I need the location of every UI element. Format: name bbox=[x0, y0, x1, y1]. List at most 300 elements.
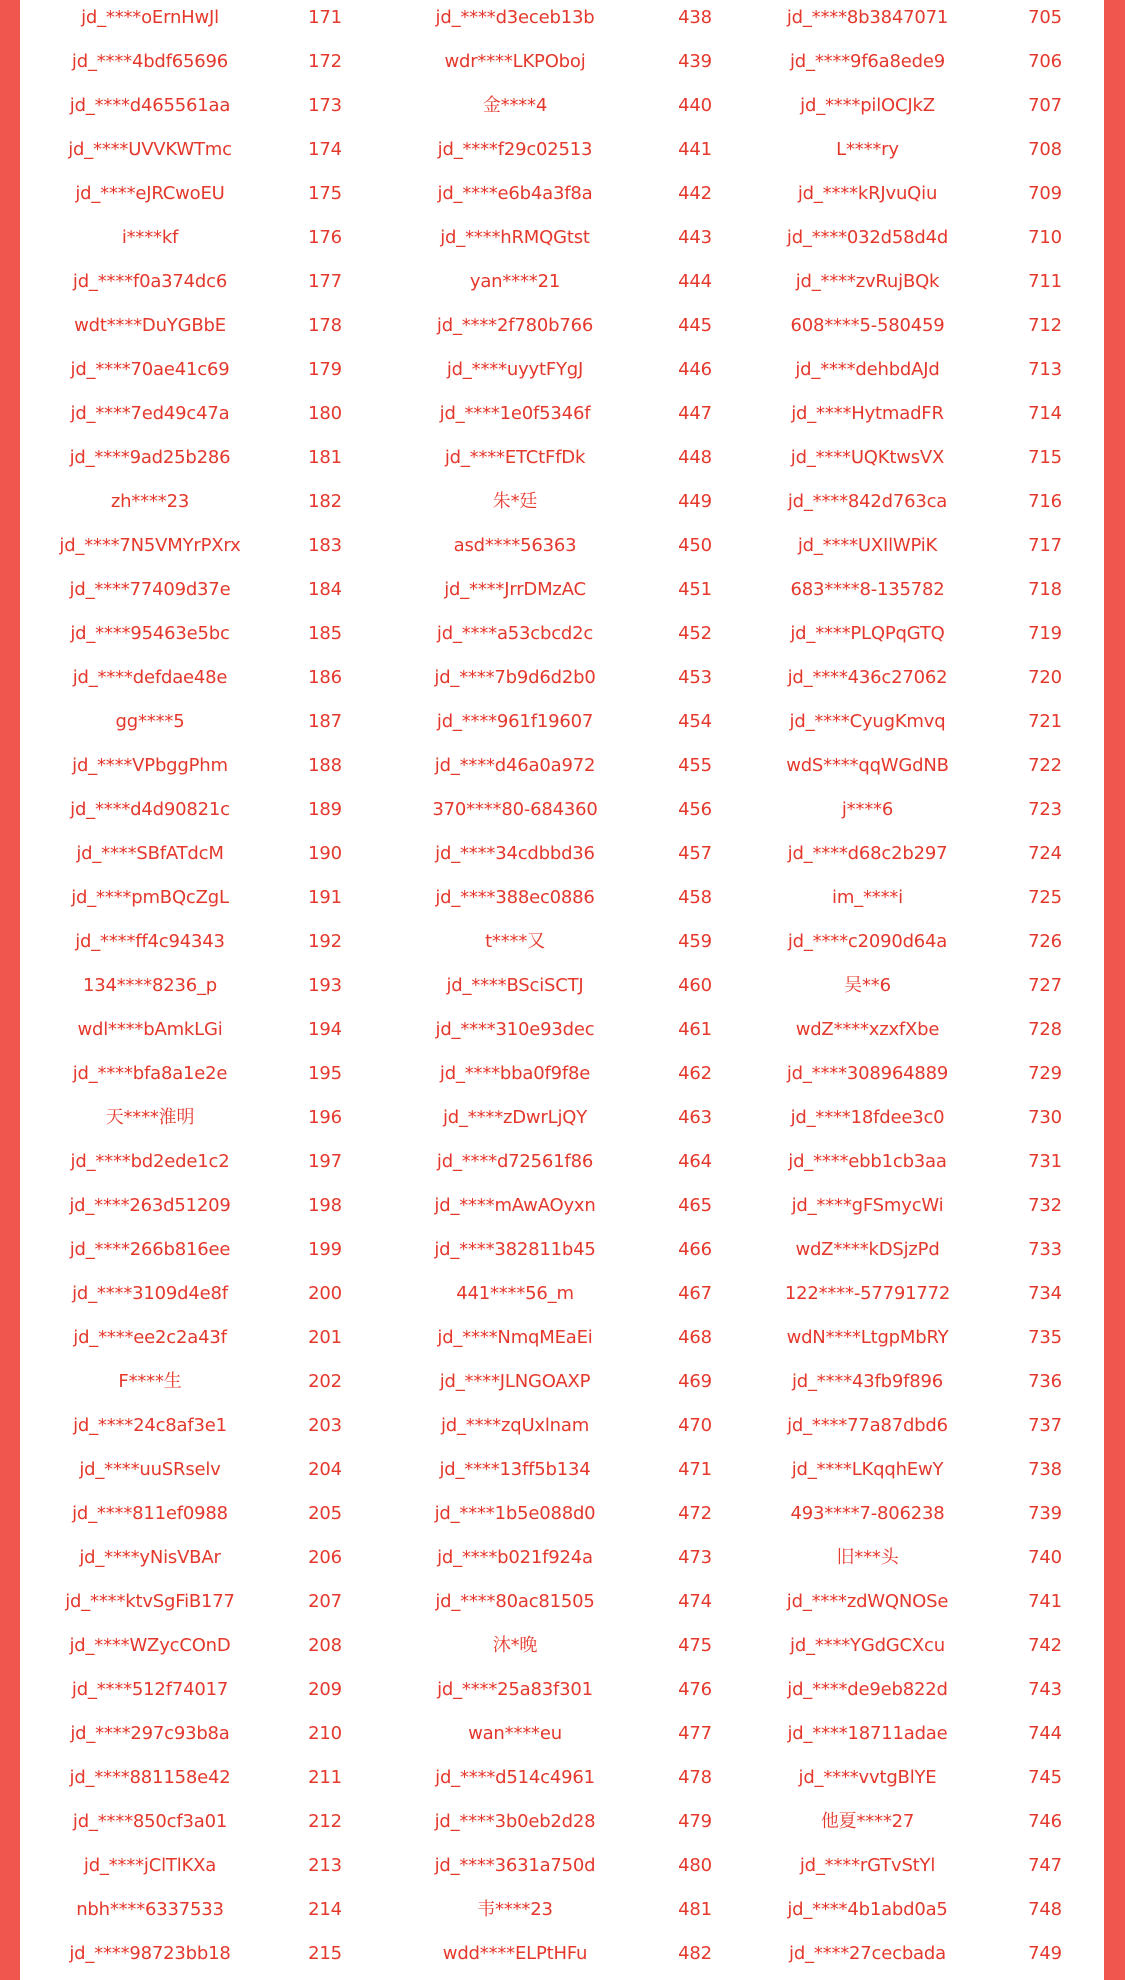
winner-username: wdZ****kDSjzPd bbox=[795, 1239, 940, 1260]
winner-rank-number: 709 bbox=[1028, 183, 1062, 204]
winner-rank-number: 720 bbox=[1028, 667, 1062, 688]
winner-rank-number: 206 bbox=[308, 1547, 342, 1568]
winner-username: asd****56363 bbox=[453, 535, 577, 556]
winner-username: jd_****7N5VMYrPXrx bbox=[59, 535, 241, 556]
winner-username: jd_****f0a374dc6 bbox=[72, 271, 228, 292]
winner-username: jd_****ETCtFfDk bbox=[444, 447, 586, 468]
winner-username: nbh****6337533 bbox=[76, 1899, 224, 1920]
winner-username: wdS****qqWGdNB bbox=[786, 755, 949, 776]
winner-username: jd_****263d51209 bbox=[69, 1195, 231, 1216]
winner-rank-number: 205 bbox=[308, 1503, 342, 1524]
winner-rank-number: 746 bbox=[1028, 1811, 1062, 1832]
winner-rank-number: 440 bbox=[678, 95, 712, 116]
winner-username: jd_****NmqMEaEi bbox=[437, 1327, 593, 1348]
winner-username: jd_****f29c02513 bbox=[437, 139, 593, 160]
winner-rank-number: 734 bbox=[1028, 1283, 1062, 1304]
winner-username: jd_****388ec0886 bbox=[435, 887, 595, 908]
winner-rank-number: 184 bbox=[308, 579, 342, 600]
winner-rank-number: 175 bbox=[308, 183, 342, 204]
winner-rank-number: 470 bbox=[678, 1415, 712, 1436]
table-row bbox=[20, 176, 1104, 220]
winner-username: jd_****850cf3a01 bbox=[72, 1811, 228, 1832]
table-row bbox=[20, 1936, 1104, 1980]
winner-rank-number: 212 bbox=[308, 1811, 342, 1832]
winner-username: jd_****oErnHwJl bbox=[81, 7, 219, 28]
winner-rank-number: 204 bbox=[308, 1459, 342, 1480]
winner-rank-number: 475 bbox=[678, 1635, 712, 1656]
winner-username: jd_****18711adae bbox=[787, 1723, 948, 1744]
winner-username: jd_****pilOCJkZ bbox=[800, 95, 935, 116]
winner-rank-number: 182 bbox=[308, 491, 342, 512]
winner-rank-number: 731 bbox=[1028, 1151, 1062, 1172]
winner-rank-number: 203 bbox=[308, 1415, 342, 1436]
winner-username: jd_****bfa8a1e2e bbox=[72, 1063, 228, 1084]
winner-rank-number: 744 bbox=[1028, 1723, 1062, 1744]
table-row bbox=[20, 660, 1104, 704]
winner-username: wdr****LKPOboj bbox=[444, 51, 586, 72]
winner-username: jd_****hRMQGtst bbox=[440, 227, 590, 248]
winner-username: jd_****266b816ee bbox=[69, 1239, 231, 1260]
winner-rank-number: 476 bbox=[678, 1679, 712, 1700]
winner-username: j****6 bbox=[841, 799, 894, 820]
winner-username: 493****7-806238 bbox=[790, 1503, 945, 1524]
winner-rank-number: 447 bbox=[678, 403, 712, 424]
winner-username: jd_****308964889 bbox=[786, 1063, 949, 1084]
winner-username: t****又 bbox=[485, 931, 545, 952]
table-row bbox=[20, 1144, 1104, 1188]
winner-username: jd_****eJRCwoEU bbox=[75, 183, 225, 204]
winner-rank-number: 192 bbox=[308, 931, 342, 952]
winner-rank-number: 713 bbox=[1028, 359, 1062, 380]
winner-rank-number: 739 bbox=[1028, 1503, 1062, 1524]
winner-username: gg****5 bbox=[115, 711, 185, 732]
table-row bbox=[20, 1188, 1104, 1232]
table-row bbox=[20, 1496, 1104, 1540]
winner-rank-number: 749 bbox=[1028, 1943, 1062, 1964]
winner-username: jd_****JrrDMzAC bbox=[444, 579, 586, 600]
winner-rank-number: 733 bbox=[1028, 1239, 1062, 1260]
winner-rank-number: 706 bbox=[1028, 51, 1062, 72]
winner-rank-number: 201 bbox=[308, 1327, 342, 1348]
winner-username: jd_****ebb1cb3aa bbox=[788, 1151, 947, 1172]
winner-username: jd_****uuSRselv bbox=[79, 1459, 221, 1480]
winner-username: 韦****23 bbox=[477, 1899, 553, 1920]
table-row bbox=[20, 1760, 1104, 1804]
winner-username: im_****i bbox=[832, 887, 903, 908]
winner-rank-number: 438 bbox=[678, 7, 712, 28]
winner-username: 122****-57791772 bbox=[784, 1283, 951, 1304]
winner-rank-number: 202 bbox=[308, 1371, 342, 1392]
winner-rank-number: 211 bbox=[308, 1767, 342, 1788]
winner-username: jd_****bba0f9f8e bbox=[439, 1063, 591, 1084]
winner-rank-number: 741 bbox=[1028, 1591, 1062, 1612]
winner-rank-number: 719 bbox=[1028, 623, 1062, 644]
table-row bbox=[20, 1804, 1104, 1848]
winner-username: jd_****d4d90821c bbox=[70, 799, 230, 820]
table-row bbox=[20, 308, 1104, 352]
winner-rank-number: 730 bbox=[1028, 1107, 1062, 1128]
winner-rank-number: 722 bbox=[1028, 755, 1062, 776]
winner-rank-number: 191 bbox=[308, 887, 342, 908]
winner-username: jd_****77409d37e bbox=[69, 579, 231, 600]
winner-rank-number: 482 bbox=[678, 1943, 712, 1964]
winner-rank-number: 748 bbox=[1028, 1899, 1062, 1920]
winner-rank-number: 457 bbox=[678, 843, 712, 864]
winner-username: 608****5-580459 bbox=[790, 315, 945, 336]
winner-rank-number: 454 bbox=[678, 711, 712, 732]
winner-username: jd_****13ff5b134 bbox=[439, 1459, 591, 1480]
winner-rank-number: 171 bbox=[308, 7, 342, 28]
winner-username: jd_****ee2c2a43f bbox=[73, 1327, 227, 1348]
winner-username: jd_****032d58d4d bbox=[786, 227, 949, 248]
winner-username: jd_****WZycCOnD bbox=[69, 1635, 231, 1656]
winner-username: jd_****436c27062 bbox=[787, 667, 948, 688]
winner-username: wdl****bAmkLGi bbox=[77, 1019, 223, 1040]
winner-rank-number: 711 bbox=[1028, 271, 1062, 292]
winner-username: jd_****1b5e088d0 bbox=[434, 1503, 596, 1524]
winner-rank-number: 209 bbox=[308, 1679, 342, 1700]
winner-username: jd_****18fdee3c0 bbox=[790, 1107, 945, 1128]
table-row bbox=[20, 352, 1104, 396]
winner-rank-number: 479 bbox=[678, 1811, 712, 1832]
winner-rank-number: 185 bbox=[308, 623, 342, 644]
winner-rank-number: 187 bbox=[308, 711, 342, 732]
table-row bbox=[20, 396, 1104, 440]
winner-rank-number: 446 bbox=[678, 359, 712, 380]
winner-username: jd_****27cecbada bbox=[789, 1943, 946, 1964]
winner-username: jd_****ktvSgFiB177 bbox=[65, 1591, 235, 1612]
winner-rank-number: 743 bbox=[1028, 1679, 1062, 1700]
winner-username: jd_****3109d4e8f bbox=[72, 1283, 228, 1304]
winner-rank-number: 727 bbox=[1028, 975, 1062, 996]
winner-username: jd_****CyugKmvq bbox=[789, 711, 946, 732]
table-row bbox=[20, 1892, 1104, 1936]
winner-rank-number: 448 bbox=[678, 447, 712, 468]
winner-rank-number: 736 bbox=[1028, 1371, 1062, 1392]
winner-username: jd_****dehbdAJd bbox=[795, 359, 940, 380]
winner-rank-number: 462 bbox=[678, 1063, 712, 1084]
winner-username: jd_****uyytFYgJ bbox=[446, 359, 584, 380]
winner-rank-number: 176 bbox=[308, 227, 342, 248]
winner-rank-number: 468 bbox=[678, 1327, 712, 1348]
winner-username: jd_****kRJvuQiu bbox=[797, 183, 938, 204]
winner-username: jd_****34cdbbd36 bbox=[435, 843, 595, 864]
winner-rank-number: 177 bbox=[308, 271, 342, 292]
winner-rank-number: 190 bbox=[308, 843, 342, 864]
winner-rank-number: 186 bbox=[308, 667, 342, 688]
winner-username: jd_****8b3847071 bbox=[786, 7, 949, 28]
winner-rank-number: 715 bbox=[1028, 447, 1062, 468]
table-row bbox=[20, 264, 1104, 308]
winner-username: 旧***头 bbox=[836, 1547, 899, 1568]
winner-rank-number: 716 bbox=[1028, 491, 1062, 512]
winner-rank-number: 726 bbox=[1028, 931, 1062, 952]
winner-rank-number: 207 bbox=[308, 1591, 342, 1612]
winner-username: wan****eu bbox=[468, 1723, 562, 1744]
winner-rank-number: 464 bbox=[678, 1151, 712, 1172]
winner-rank-number: 441 bbox=[678, 139, 712, 160]
winner-rank-number: 439 bbox=[678, 51, 712, 72]
winner-rank-number: 452 bbox=[678, 623, 712, 644]
winner-username: jd_****9ad25b286 bbox=[69, 447, 231, 468]
winner-username: wdt****DuYGBbE bbox=[74, 315, 226, 336]
table-row bbox=[20, 484, 1104, 528]
winner-username: jd_****24c8af3e1 bbox=[73, 1415, 227, 1436]
winner-rank-number: 718 bbox=[1028, 579, 1062, 600]
table-row bbox=[20, 0, 1104, 44]
winner-username: jd_****zvRujBQk bbox=[795, 271, 940, 292]
table-row bbox=[20, 1540, 1104, 1584]
winner-rank-number: 471 bbox=[678, 1459, 712, 1480]
winner-rank-number: 466 bbox=[678, 1239, 712, 1260]
table-row bbox=[20, 1628, 1104, 1672]
winner-rank-number: 469 bbox=[678, 1371, 712, 1392]
winner-username: 天****淮明 bbox=[105, 1107, 195, 1128]
winner-rank-number: 210 bbox=[308, 1723, 342, 1744]
winner-rank-number: 214 bbox=[308, 1899, 342, 1920]
winner-username: jd_****SBfATdcM bbox=[76, 843, 224, 864]
winner-username: jd_****297c93b8a bbox=[70, 1723, 230, 1744]
winner-username: 683****8-135782 bbox=[790, 579, 945, 600]
winner-rank-number: 728 bbox=[1028, 1019, 1062, 1040]
winner-username: jd_****d46a0a972 bbox=[434, 755, 596, 776]
table-row bbox=[20, 1012, 1104, 1056]
winner-username: jd_****77a87dbd6 bbox=[787, 1415, 948, 1436]
table-row bbox=[20, 1100, 1104, 1144]
winner-username: jd_****3631a750d bbox=[434, 1855, 596, 1876]
winner-rank-number: 735 bbox=[1028, 1327, 1062, 1348]
table-row bbox=[20, 1364, 1104, 1408]
winner-username: jd_****961f19607 bbox=[436, 711, 594, 732]
winner-username: jd_****rGTvStYl bbox=[799, 1855, 936, 1876]
winner-username: jd_****HytmadFR bbox=[791, 403, 944, 424]
winner-rank-number: 213 bbox=[308, 1855, 342, 1876]
table-row bbox=[20, 1320, 1104, 1364]
winner-username: jd_****JLNGOAXP bbox=[439, 1371, 591, 1392]
winner-rank-number: 463 bbox=[678, 1107, 712, 1128]
winner-username: jd_****gFSmycWi bbox=[791, 1195, 944, 1216]
winner-rank-number: 174 bbox=[308, 139, 342, 160]
winner-username: 吴**6 bbox=[844, 975, 891, 996]
winner-rank-number: 742 bbox=[1028, 1635, 1062, 1656]
winner-rank-number: 451 bbox=[678, 579, 712, 600]
winner-username: jd_****80ac81505 bbox=[435, 1591, 595, 1612]
winner-username: jd_****zqUxlnam bbox=[440, 1415, 590, 1436]
winner-username: jd_****9f6a8ede9 bbox=[790, 51, 945, 72]
winner-rank-number: 183 bbox=[308, 535, 342, 556]
winner-rank-number: 181 bbox=[308, 447, 342, 468]
winner-username: L****ry bbox=[836, 139, 899, 160]
winner-username: jd_****UXIlWPiK bbox=[797, 535, 938, 556]
table-row bbox=[20, 836, 1104, 880]
winner-rank-number: 712 bbox=[1028, 315, 1062, 336]
winner-username: 他夏****27 bbox=[820, 1811, 915, 1832]
winner-username: jd_****vvtgBlYE bbox=[798, 1767, 937, 1788]
winner-rank-number: 740 bbox=[1028, 1547, 1062, 1568]
table-row bbox=[20, 1452, 1104, 1496]
winner-username: jd_****7b9d6d2b0 bbox=[434, 667, 596, 688]
winner-username: jd_****382811b45 bbox=[434, 1239, 596, 1260]
winner-username: jd_****zDwrLjQY bbox=[442, 1107, 588, 1128]
winner-username: jd_****98723bb18 bbox=[69, 1943, 231, 1964]
table-row bbox=[20, 1848, 1104, 1892]
table-row bbox=[20, 748, 1104, 792]
winner-username: wdN****LtgpMbRY bbox=[786, 1327, 949, 1348]
winner-rank-number: 208 bbox=[308, 1635, 342, 1656]
winner-rank-number: 458 bbox=[678, 887, 712, 908]
table-row bbox=[20, 968, 1104, 1012]
winner-username: jd_****25a83f301 bbox=[437, 1679, 593, 1700]
winner-rank-number: 745 bbox=[1028, 1767, 1062, 1788]
table-row bbox=[20, 880, 1104, 924]
winner-rank-number: 173 bbox=[308, 95, 342, 116]
winner-username: 134****8236_p bbox=[83, 975, 217, 996]
winner-username: jd_****e6b4a3f8a bbox=[437, 183, 593, 204]
winner-rank-number: 473 bbox=[678, 1547, 712, 1568]
winner-username: jd_****BSciSCTJ bbox=[446, 975, 584, 996]
winner-rank-number: 194 bbox=[308, 1019, 342, 1040]
winner-username: jd_****512f74017 bbox=[71, 1679, 229, 1700]
table-row bbox=[20, 1276, 1104, 1320]
winner-username: jd_****310e93dec bbox=[435, 1019, 595, 1040]
winner-username: jd_****43fb9f896 bbox=[791, 1371, 944, 1392]
winner-username: jd_****4bdf65696 bbox=[71, 51, 229, 72]
winner-username: F****生 bbox=[118, 1371, 182, 1392]
winner-username: jd_****defdae48e bbox=[72, 667, 228, 688]
winner-rank-number: 480 bbox=[678, 1855, 712, 1876]
winner-username: jd_****c2090d64a bbox=[787, 931, 948, 952]
winner-rank-number: 455 bbox=[678, 755, 712, 776]
winner-username: jd_****LKqqhEwY bbox=[791, 1459, 944, 1480]
winner-list-panel bbox=[20, 0, 1104, 1980]
winner-rank-number: 481 bbox=[678, 1899, 712, 1920]
table-row bbox=[20, 528, 1104, 572]
winner-rank-number: 456 bbox=[678, 799, 712, 820]
table-row bbox=[20, 572, 1104, 616]
winner-rank-number: 179 bbox=[308, 359, 342, 380]
winner-rank-number: 189 bbox=[308, 799, 342, 820]
winner-rank-number: 724 bbox=[1028, 843, 1062, 864]
winner-username: wdZ****xzxfXbe bbox=[795, 1019, 940, 1040]
winner-rank-number: 474 bbox=[678, 1591, 712, 1612]
table-row bbox=[20, 88, 1104, 132]
winner-rank-number: 195 bbox=[308, 1063, 342, 1084]
winner-rank-number: 732 bbox=[1028, 1195, 1062, 1216]
winner-username: i****kf bbox=[121, 227, 179, 248]
winner-username: zh****23 bbox=[110, 491, 190, 512]
winner-username: jd_****b021f924a bbox=[437, 1547, 593, 1568]
winner-username: jd_****4b1abd0a5 bbox=[787, 1899, 948, 1920]
winner-rank-number: 737 bbox=[1028, 1415, 1062, 1436]
winner-username: jd_****1e0f5346f bbox=[439, 403, 591, 424]
winner-username: jd_****811ef0988 bbox=[72, 1503, 228, 1524]
winner-rank-number: 450 bbox=[678, 535, 712, 556]
winner-rank-number: 178 bbox=[308, 315, 342, 336]
winner-rank-number: 197 bbox=[308, 1151, 342, 1172]
table-row bbox=[20, 220, 1104, 264]
table-row bbox=[20, 1056, 1104, 1100]
winner-username: jd_****d3eceb13b bbox=[435, 7, 595, 28]
winner-username: jd_****PLQPqGTQ bbox=[790, 623, 945, 644]
winner-username: 441****56_m bbox=[456, 1283, 574, 1304]
winner-rank-number: 188 bbox=[308, 755, 342, 776]
winner-username: 沐*晚 bbox=[492, 1635, 538, 1656]
winner-username: 370****80-684360 bbox=[432, 799, 598, 820]
winner-username: jd_****UQKtwsVX bbox=[790, 447, 945, 468]
winner-username: jd_****zdWQNOSe bbox=[786, 1591, 949, 1612]
winner-username: jd_****d72561f86 bbox=[436, 1151, 594, 1172]
winner-rank-number: 705 bbox=[1028, 7, 1062, 28]
winner-rank-number: 725 bbox=[1028, 887, 1062, 908]
winner-username: jd_****7ed49c47a bbox=[70, 403, 230, 424]
winner-username: jd_****70ae41c69 bbox=[70, 359, 230, 380]
winner-username: jd_****VPbggPhm bbox=[72, 755, 228, 776]
table-row bbox=[20, 440, 1104, 484]
winner-username: jd_****yNisVBAr bbox=[79, 1547, 221, 1568]
winner-rank-number: 707 bbox=[1028, 95, 1062, 116]
winner-rank-number: 199 bbox=[308, 1239, 342, 1260]
winner-rank-number: 472 bbox=[678, 1503, 712, 1524]
winner-username: jd_****jClTlKXa bbox=[83, 1855, 217, 1876]
winner-rank-number: 747 bbox=[1028, 1855, 1062, 1876]
winner-rank-number: 478 bbox=[678, 1767, 712, 1788]
table-row bbox=[20, 1408, 1104, 1452]
winner-rank-number: 459 bbox=[678, 931, 712, 952]
winner-rank-number: 172 bbox=[308, 51, 342, 72]
winner-rank-number: 467 bbox=[678, 1283, 712, 1304]
winner-username: jd_****d68c2b297 bbox=[787, 843, 948, 864]
table-row bbox=[20, 44, 1104, 88]
winner-rank-number: 465 bbox=[678, 1195, 712, 1216]
winner-username: 朱*廷 bbox=[492, 491, 538, 512]
winner-rank-number: 723 bbox=[1028, 799, 1062, 820]
table-row bbox=[20, 616, 1104, 660]
winner-rank-number: 453 bbox=[678, 667, 712, 688]
winner-rank-number: 460 bbox=[678, 975, 712, 996]
winner-username: yan****21 bbox=[469, 271, 561, 292]
winner-rank-number: 738 bbox=[1028, 1459, 1062, 1480]
winner-rank-number: 461 bbox=[678, 1019, 712, 1040]
winner-rank-number: 714 bbox=[1028, 403, 1062, 424]
table-row bbox=[20, 1584, 1104, 1628]
winner-username: jd_****de9eb822d bbox=[787, 1679, 948, 1700]
winner-username: jd_****d514c4961 bbox=[435, 1767, 595, 1788]
winner-rank-number: 443 bbox=[678, 227, 712, 248]
winner-username: 金****4 bbox=[482, 95, 548, 116]
winner-username: jd_****ff4c94343 bbox=[75, 931, 225, 952]
winner-username: jd_****bd2ede1c2 bbox=[70, 1151, 230, 1172]
winner-username: jd_****842d763ca bbox=[787, 491, 948, 512]
table-row bbox=[20, 1232, 1104, 1276]
winner-username: jd_****95463e5bc bbox=[70, 623, 230, 644]
winner-username: jd_****a53cbcd2c bbox=[436, 623, 594, 644]
winner-rank-number: 710 bbox=[1028, 227, 1062, 248]
winner-username: jd_****mAwAOyxn bbox=[434, 1195, 596, 1216]
winner-rank-number: 445 bbox=[678, 315, 712, 336]
winner-rank-number: 198 bbox=[308, 1195, 342, 1216]
winner-rank-number: 215 bbox=[308, 1943, 342, 1964]
winner-username: jd_****881158e42 bbox=[69, 1767, 231, 1788]
table-row bbox=[20, 704, 1104, 748]
table-row bbox=[20, 1716, 1104, 1760]
winner-username: wdd****ELPtHFu bbox=[442, 1943, 588, 1964]
table-row bbox=[20, 792, 1104, 836]
winner-rank-number: 444 bbox=[678, 271, 712, 292]
winner-rank-number: 477 bbox=[678, 1723, 712, 1744]
winner-username: jd_****UVVKWTmc bbox=[68, 139, 232, 160]
table-row bbox=[20, 1672, 1104, 1716]
winner-username: jd_****d465561aa bbox=[69, 95, 231, 116]
